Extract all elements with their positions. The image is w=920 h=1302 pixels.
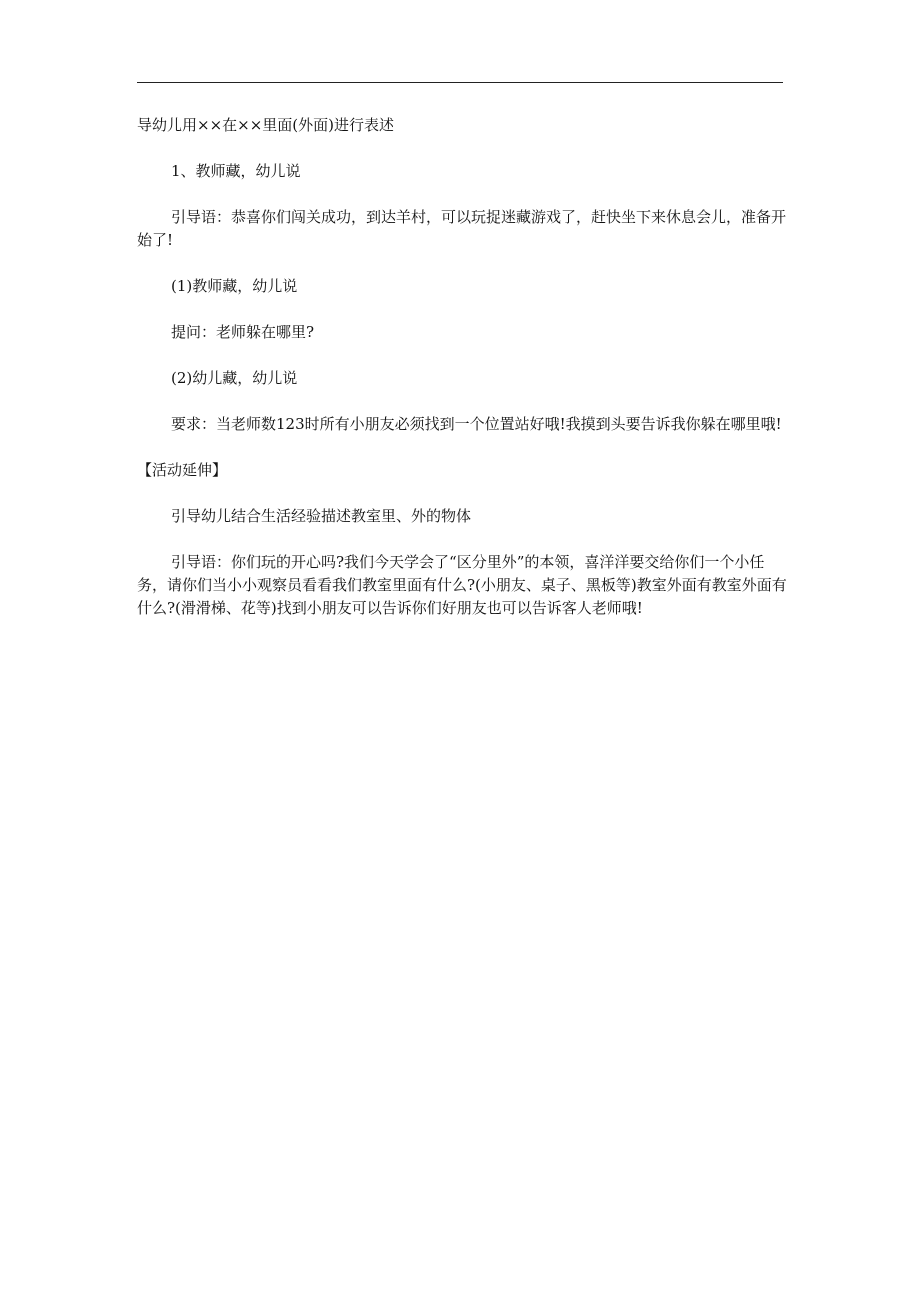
subsection-children-hide: (2)幼儿藏，幼儿说 [171,369,298,387]
paragraph-guide-1: 引导语：恭喜你们闯关成功，到达羊村，可以玩捉迷藏游戏了，赶快坐下来休息会儿，准备开始了! [137,208,787,249]
paragraph-guide-2: 引导语：你们玩的开心吗?我们今天学会了“区分里外”的本领，喜洋洋要交给你们一个小任务，请你们当小小观察员看看我们教室里面有什么?(小朋友、桌子、黑板等)教室外面有教室外面有什么?(滑滑梯、花等)找到小朋友可以告诉你们好朋友也可以告诉客人老师哦! [137,553,787,617]
subsection-teacher-hides: (1)教师藏，幼儿说 [171,277,298,295]
paragraph-question: 提问：老师躲在哪里? [171,323,315,341]
section-teacher-hides: 1、教师藏，幼儿说 [171,162,301,180]
section-heading-extension: 【活动延伸】 [137,461,228,479]
paragraph-extension: 引导幼儿结合生活经验描述教室里、外的物体 [171,507,472,525]
paragraph-requirement: 要求：当老师数123时所有小朋友必须找到一个位置站好哦!我摸到头要告诉我你躲在哪里哦! [171,415,782,433]
header-rule [137,82,783,83]
paragraph-intro: 导幼儿用××在××里面(外面)进行表述 [137,116,394,134]
document-body [137,114,787,643]
